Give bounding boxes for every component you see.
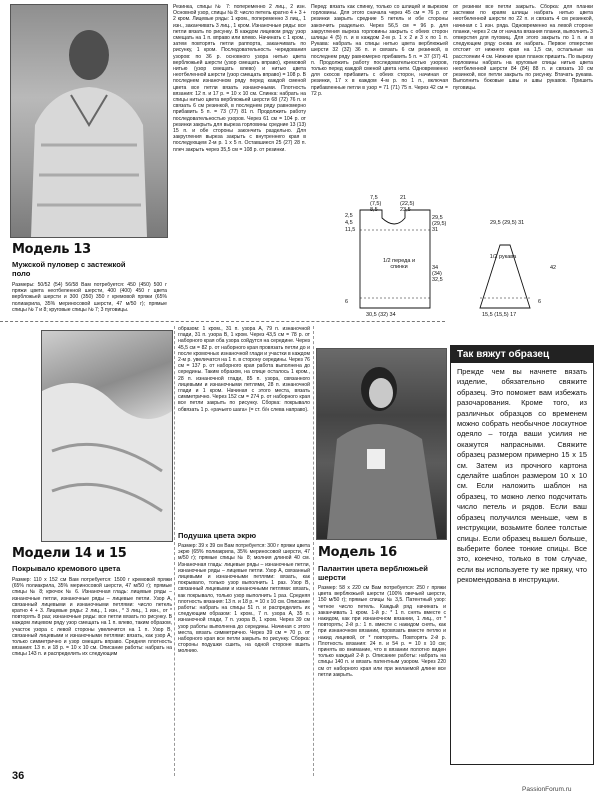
schema-sleeve-bottom: 15,5 (15,5) 17 [482,312,517,318]
schema-dim-six-left: 6 [345,299,349,305]
photo-model-16-stole [316,348,447,540]
photo-models-14-15-blanket [41,330,173,542]
column-divider-2 [313,326,314,776]
model-14-15-subtitle: Покрывало кремового цвета [12,564,121,573]
model-14-15-instructions-col2: образом: 1 кром., 31 п. узора А, 79 п. изнаночной глади, 31 п. узора В, 1 кром. Через 43,5 см = 78 р. от наборного края оба узора сойдутся на середине. Через 45,5 см = 82 р. от наборного края провязать петли до и после кромочных изнаночной глади и участки в каждом 2-м р. увеличатся на 1 п. в сторону середины. Через 76 см = 137 р. от наборного края работа выполнена до середины. Таким образом, на спице осталось 1 кром., 28 п. изнаночной глади, 85 п. узора, связанного лицевыми и изнаночными петлями, 28 п. изнаночной глади и 1 кром. Начиная с этого места, вязать симметрично. Через 152 см = 274 р. от наборного края все петли закрыть по рисунку. Сборка: покрывало обвязать 1 р. «рачьего шага» (= ст. б/н слева направо). [178,326,310,413]
model-16-title: Модель 16 [318,545,397,560]
model-13-subtitle: Мужской пуловер с застежкой поло [12,260,126,278]
schema-dim-top-mid: 21 (22,5) 23,5 [400,195,415,213]
sample-tip-text: Прежде чем вы начнете вязать изделие, обязательно свяжите образец. Это поможет вам избежать разочарования. Кроме того, из различных образцов со временем можно собрать необычное лоскутное одеяло – тогда ваши усилия не окажутся напрасными. Свяжите образец размером примерно 15 х 15 см. Затем из прочного картона сделайте шаблон размером 10 х 10 см. Если наложить шаблон на образец, то можно легко подсчитать число петель и рядов. Если ваш образец получился меньше, чем в инструкции, возьмите более толстые спицы. Если образец вышел больше, выберите более тонкие спицы. Все это, конечно, только в том случае, если вы используете ту же пряжу, что рекомендована в инструкции. [457,367,587,585]
model-14-15-instructions-col1: Размер: 110 х 152 см Вам потребуется: 1500 г кремовой пряжи (65% полиакрила, 35% мериносовой шерсти, 47 м/50 г); прямые спицы № 8; крючок № 6. Изнаночная гладь: лицевые ряды – изнаночные петли, изнаночные ряды – лицевые петли. Узор А, связанный лицевыми и изнаночными петлями: число петель кратно 4 + 3. Лицевые ряды: 2 лиц., 1 изн., * 3 лиц., 1 изн., от * повторять 8 раз; изнаночные ряды: все петли вязать по рисунку. В каждом лицевом ряду узор смещать на 1 п. влево, таким образом, участок узора с левой стороны увеличится на 1 п. Узор В, связанный лицевыми и изнаночными петлями: вязать, как узор А, только симметрично и узор смещать вправо. Средняя плотность вязания: 13 п. и 18 р. = 10 х 10 см. Описание работы: набрать на спицы 143 п. и распределить их следующим [12,577,172,658]
watermark-text: PassionForum.ru [522,786,572,793]
page-number: 36 [12,770,25,782]
schema-sleeve-label: 1/2 рукава [489,254,517,260]
model-13-assembly: от резинки все петли закрыть. Сборка: для планки застежки по краям шлицы набрать нитью цвета неотбеленной шерсти по 22 п. и связать 4 см резинкой, начиная с 1 изн. ряда. Одновременно на левой стороне планки, через 2 см от начала вязания планки, выполнить 3 отверстия для пуговиц. Для этого закрыть по 1 п. и в следующем ряду снова их набрать. Первое отверстие отстоит от нижнего края на 1,5 см, остальные на расстоянии 4 см. Нижние края планок пришить. По вырезу горловины набрать на круговые спицы нитью цвета неотбеленной шерсти 84 (84) 88 п. и связать 10 см резинкой, все петли закрыть по рисунку. Втачать рукава. Выполнить боковые швы и швы рукавов. Пришить пуговицы. [453,4,593,91]
model-13-instructions-col1: Резинка, спицы № 7: попеременно 2 лиц., 2 изн. Основной узор, спицы № 8: число петель кратно 4 + 3 + 2 кром. Лицевые ряды: 1 кром., попеременно 3 лиц., 1 изн., заканчивать 3 лиц., 1 кром. Изнаночные ряды: все петли вязать по рисунку. В каждом лицевом ряду узор смещать на 1 п. вправо или влево. Начинать с 1 кром., затем повторять петли раппорта, заканчивать по рисунку, 1 кром. Последовательность чередования узоров: по 36 р. основного узора нитью цвета верблюжьей шерсти (узор смещать вправо), кремовой нитью (узор смещать влево) и нитью цвета неотбеленной шерсти (узор смещать вправо) = 108 р. В последнем изнаночном ряду перед каждой сменой цвета все петли вязать изнаночными. Плотность вязания: 12 п. и 17 р. = 10 х 10 см. Спинка: набрать на спицы нитью цвета верблюжьей шерсти 68 (72) 76 п. и связать 6 см резинкой, в последнем ряду равномерно прибавить 5 п. = 73 (77) 81 п. Продолжить работу последовательностью узоров. Через 61 см = 104 р. от резинки закрыть для выреза горловины средние 13 (13) 15 п. и обе стороны закончить раздельно. Для закругления выреза закрыть с внутреннего края в последующем 2-м р. 1 х 5 п. Оставшиеся 25 (27) 28 п. плеч закрыть через 35,5 см = 108 р. от резинки. [173,4,306,153]
woman-with-stole-illustration [317,349,446,539]
schema-body-label: 1/2 переда и спинки [382,258,416,270]
schema-sleeve-length: 42 [550,265,557,271]
section-divider [0,321,445,322]
pillow-instructions: Размер: 39 х 39 см Вам потребуется: 300 г пряжи цвета экрю (65% полиакрила, 35% мериносовой шерсти, 47 м/50 г); прямые спицы № 8; молния длиной 40 см. Изнаночная гладь: лицевые ряды – изнаночные петли, изнаночные ряды – лицевые петли. Узор А, связанный лицевыми и изнаночными петлями: вязать, как покрывало, только узор выполнить 1 раз. Узор В, связанный лицевыми и изнаночными петлями: вязать, как покрывало, только узор выполнить 1 раз. Средняя плотность вязания: 13 п. и 18 р. = 10 х 10 см. Описание работы: набрать на спицы 51 п. и распределить их следующим образом: 1 кром., 7 п. узора А, 35 п. изнаночной глади, 7 п. узора В, 1 кром. Через 39 см узор работы выполнена до середины. Начиная с этого места, вязать симметрично. Через 39 см = 70 р. от наборного края все петли закрыть по рисунку. Сборка: стороны подушки сшить, на одной стороне вшить молнию. [178,543,310,655]
schema-sleeve-top: 29,5 (29,5) 31 [490,220,525,226]
man-silhouette-illustration [11,5,167,237]
schema-dim-left: 2,5 4,5 11,5 [345,213,356,233]
schema-dim-six-right: 6 [538,299,542,305]
photo-model-13-man-pullover [10,4,168,238]
model-16-subtitle: Палантин цвета верблюжьей шерсти [318,564,428,582]
model-13-schematic [320,190,595,330]
schema-dim-top: 7,5 (7,5) 8,5 [370,195,382,213]
model-13-instructions-col2: Перед: вязать как спинку, только со шлицей и вырезом горловины. Для этого сначала через 45 см = 76 р. от резинки закрыть средние 5 петель и обе стороны закончить раздельно. Через 56,5 см = 96 р. для закругления выреза горловины закрыть с обеих сторон шлицы 4 (5) п. и в каждом 2-м р. 1 х 2 и 3 х по 1 п. Рукава: набрать на спицы нитью цвета верблюжьей шерсти 32 (32) 36 п. и связать 6 см резинкой, в последнем ряду равномерно прибавить 5 п. = 37 (37) 41 п. Продолжить работу последовательностью узоров, только перед каждой сменой цвета нити. Одновременно для скосов прибавить с обеих сторон, начиная от резинки, 17 х в каждом 4-м р. по 1 п., включая прибавленные петли в узор = 71 (71) 75 п. Через 42 см = 72 р. [311,4,448,97]
column-divider-1 [174,326,175,776]
sample-tip-title: Так вяжут образец [451,346,593,363]
schema-dim-right: 29,5 (29,5) 31 [432,215,447,233]
model-16-instructions: Размер: 58 х 220 см Вам потребуется: 250 г пряжи цвета верблюжьей шерсти (100% овечьей шерсти, 150 м/50 г); прямые спицы № 3,5. Патентный узор: четное число петель. Каждый ряд начинать и заканчивать 1 кром. 1-й р.: * 1 п. снять вместе с накидом, как при изнаночном вязании, 1 лиц., от * повторять; 2-й р.: 1 п. вместе с накидом снять, как при изнаночном вязании, провязать вместе петлю и накид лицевой, от * повторять. Повторять 2-й р. Плотность вязания: 24 п. и 54 р. = 10 х 10 см; принять во внимание, что в вязании полотно виден только каждый 2-й р. Описание работы: набрать на спицы 140 п. и вязать патентным узором. Через 220 см от наборного края или при желаемой длине все петли закрыть. [318,585,446,678]
schema-dim-bottom: 30,5 (32) 34 [366,312,396,318]
model-13-title: Модель 13 [12,242,91,257]
model-14-15-title: Модели 14 и 15 [12,546,127,561]
sample-tip-box [450,345,594,765]
pillow-subtitle: Подушка цвета экрю [178,531,257,540]
blanket-illustration [42,331,172,541]
schema-dim-mid: 34 (34) 32,5 [432,265,443,283]
model-13-materials: Размеры: 50/52 (54) 56/58 Вам потребуется: 450 (450) 500 г пряжи цвета неотбеленной шерсти, 400 (400) 450 г цвета вербложьей шерсти и 300 (350) 350 г кремовой пряжи (65% полиакрила, 35% мериносовой шерсти, 47 м/50 г); прямые спицы № 7 и 8; круговые спицы № 7; 3 пуговицы. [12,282,167,313]
